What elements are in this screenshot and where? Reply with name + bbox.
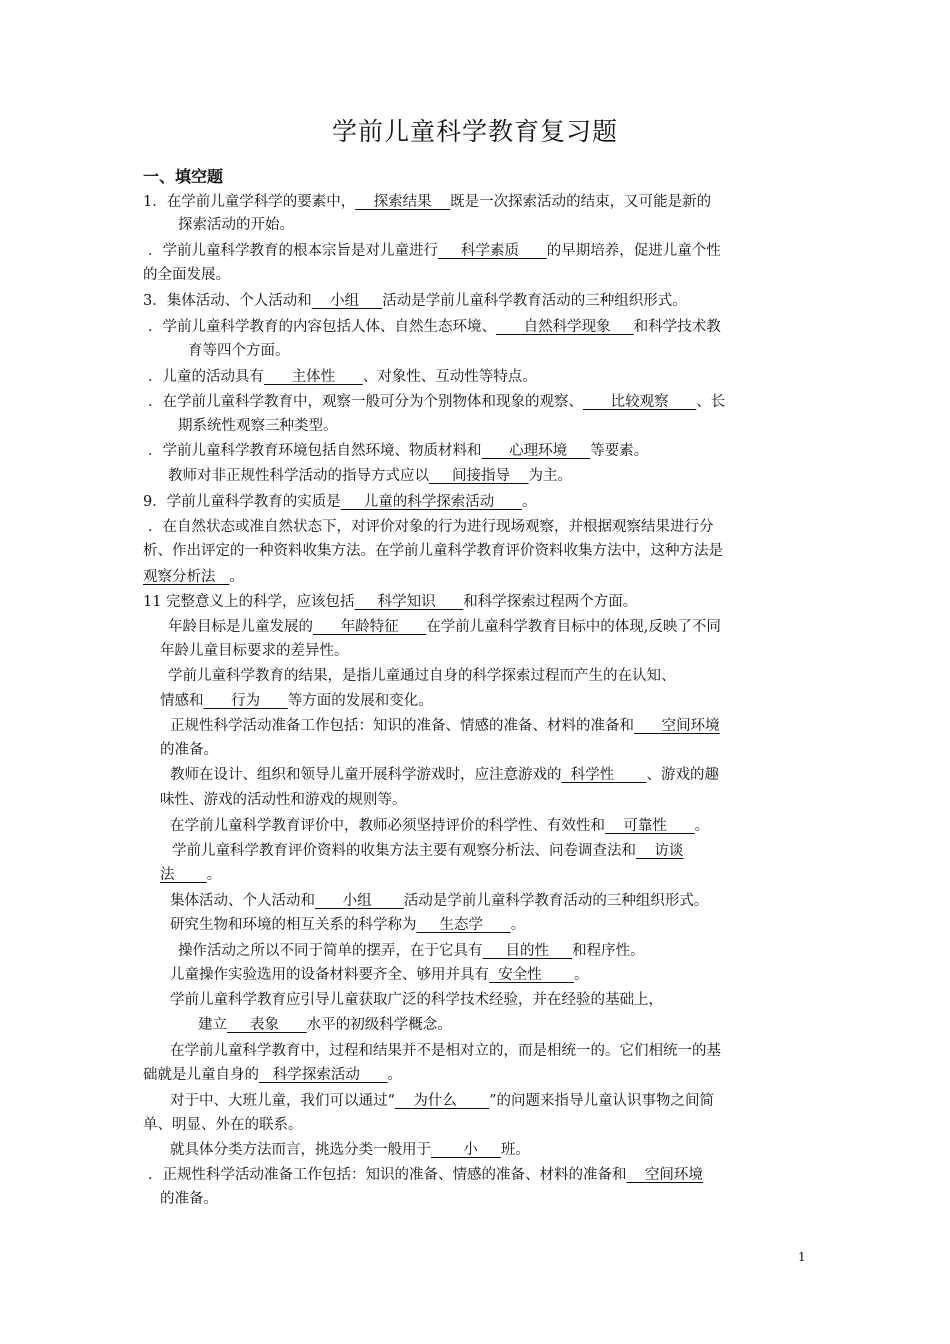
answer-blank: 访谈 [636,843,684,859]
line-text: 班。 [500,1142,530,1158]
question-line [143,266,230,284]
question-line [168,467,572,485]
answer-blank: 为什么 [394,1093,490,1109]
line-text: 等要素。 [590,443,649,459]
question-line [170,1141,530,1159]
question-line [148,368,537,386]
line-text: 9．学前儿童科学教育的实质是 [143,494,341,510]
question-line [148,442,648,460]
line-text: 在学前儿童科学教育目标中的体现,反映了不同 [426,619,721,635]
line-text: 等方面的发展和变化。 [287,693,433,709]
answer-blank: 儿童的科学探索活动 [340,494,522,510]
question-line [143,493,536,511]
line-text: 教师对非正规性科学活动的指导方式应以 [168,468,429,484]
line-text: 集体活动、个人活动和 [170,893,315,909]
answer-blank: 安全性 [489,967,574,983]
answer-blank: 法 [160,867,207,883]
line-text: 。 [206,867,222,883]
question-line [170,817,709,835]
line-text: 探索活动的开始。 [178,217,294,233]
answer-blank: 间接指导 [429,468,529,484]
line-text: 析、作出评定的一种资料收集方法。在学前儿童科学教育评价资料收集方法中，这种方法是 [143,543,723,559]
line-text: 单、明显、外在的联系。 [143,1117,303,1133]
line-text: 建立 [198,1017,227,1033]
page-title: 学前儿童科学教育复习题 [331,117,618,146]
line-text: 期系统性观察三种类型。 [178,418,338,434]
line-text: 情感和 [160,693,204,709]
answer-blank: 空间环境 [626,1167,703,1183]
line-text: 。 [229,569,244,585]
question-line [170,966,588,984]
question-line [160,692,433,710]
question-line [178,216,294,234]
question-line [160,866,221,884]
line-text: 3．集体活动、个人活动和 [143,293,312,309]
answer-blank: 观察分析法 [143,569,230,585]
line-text: ”的问题来指导儿童认识事物之间简 [489,1093,715,1109]
line-text: 、游戏的趣 [646,767,719,783]
line-text: 的全面发展。 [143,267,230,283]
line-text: ．正规性科学活动准备工作包括：知识的准备、情感的准备、材料的准备和 [148,1167,627,1183]
line-text: 。 [573,967,589,983]
line-text: 活动是学前儿童科学教育活动的三种组织形式。 [382,293,687,309]
question-line [148,242,721,260]
line-text: ．儿童的活动具有 [148,369,264,385]
line-text: 础就是儿童自身的 [143,1067,259,1083]
question-line [160,1190,218,1208]
line-text: 。 [694,818,710,834]
answer-blank: 行为 [203,693,288,709]
question-line [170,1042,721,1060]
question-line [170,766,719,784]
line-text: 学前儿童科学教育应引导儿童获取广泛的科学技术经验，并在经验的基础上， [170,992,663,1008]
answer-blank: 可靠性 [605,818,695,834]
question-line [178,417,338,435]
line-text: 和程序性。 [572,943,645,959]
line-text: 。 [387,1067,402,1083]
line-text: ．在自然状态或准自然状态下，对评价对象的行为进行现场观察，并根据观察结果进行分 [148,519,714,535]
question-line [143,542,723,560]
question-line [170,916,525,934]
answer-blank: 心理环境 [481,443,591,459]
line-text: 育等四个方面。 [188,343,290,359]
line-text: ．学前儿童科学教育的根本宗旨是对儿童进行 [148,243,438,259]
line-text: 水平的初级科学概念。 [306,1017,452,1033]
answer-blank: 主体性 [264,369,363,385]
line-text: 学前儿童科学教育评价资料的收集方法主要有观察分析法、问卷调查法和 [172,843,636,859]
line-text: 活动是学前儿童科学教育活动的三种组织形式。 [403,893,709,909]
question-line [143,1116,303,1134]
line-text: 对于中、大班儿童，我们可以通过“ [170,1093,395,1109]
answer-blank: 科学知识 [354,594,464,610]
page-number: 1 [798,1250,806,1264]
question-line [198,1016,452,1034]
answer-blank: 表象 [227,1017,307,1033]
answer-blank: 生态学 [416,917,511,933]
line-text: 。 [521,494,537,510]
question-line [148,518,714,536]
question-line [170,892,708,910]
answer-blank: 小组 [311,293,383,309]
answer-blank: 小组 [315,893,404,909]
question-line [143,193,711,211]
question-line [168,667,676,685]
line-text: 在学前儿童科学教育评价中，教师必须坚持评价的科学性、有效性和 [170,818,605,834]
answer-blank: 科学性 [561,767,647,783]
section-heading: 一、填空题 [143,167,224,186]
question-line [143,593,637,611]
line-text: 的早期培养，促进儿童个性 [546,243,721,259]
line-text: 研究生物和环境的相互关系的科学称为 [170,917,417,933]
line-text: 操作活动之所以不同于简单的摆弄，在于它具有 [178,943,483,959]
line-text: 11 完整意义上的科学，应该包括 [143,594,355,610]
question-line [170,1092,714,1110]
answer-blank: 比较观察 [583,394,697,410]
line-text: 、对象性、互动性等特点。 [362,369,537,385]
line-text: ．学前儿童科学教育的内容包括人体、自然生态环境、 [148,319,496,335]
question-line [148,1166,703,1184]
question-line [188,342,290,360]
line-text: 既是一次探索活动的结束，又可能是新的 [450,194,712,210]
question-line [160,741,218,759]
question-line [178,942,645,960]
question-line [170,717,720,735]
line-text: 。 [510,917,526,933]
line-text: 和科学技术教 [633,319,721,335]
line-text: 1．在学前儿童学科学的要素中， [143,194,356,210]
question-line [172,842,683,860]
answer-blank: 年龄特征 [313,619,427,635]
line-text: ．学前儿童科学教育环境包括自然环境、物质材料和 [148,443,482,459]
answer-blank: 空间环境 [634,718,720,734]
question-line [148,318,721,336]
answer-blank: 自然科学现象 [496,319,634,335]
question-line [170,991,663,1009]
answer-blank: 小 [431,1142,501,1158]
line-text: 在学前儿童科学教育中，过程和结果并不是相对立的，而是相统一的。它们相统一的基 [170,1043,721,1059]
line-text: 、长 [696,394,726,410]
question-line [148,393,725,411]
line-text: 年龄儿童目标要求的差异性。 [160,643,349,659]
line-text: 和科学探索过程两个方面。 [463,594,638,610]
question-line [143,1066,402,1084]
answer-blank: 科学素质 [438,243,547,259]
line-text: 为主。 [528,468,572,484]
line-text: 学前儿童科学教育的结果，是指儿童通过自身的科学探索过程而产生的在认知、 [168,668,676,684]
answer-blank: 目的性 [482,943,573,959]
question-line [160,642,349,660]
line-text: ．在学前儿童科学教育中，观察一般可分为个别物体和现象的观察、 [148,394,583,410]
line-text: 教师在设计、组织和领导儿童开展科学游戏时，应注意游戏的 [170,767,562,783]
answer-blank: 科学探索活动 [259,1067,388,1083]
answer-blank: 探索结果 [355,194,451,210]
line-text: 味性、游戏的活动性和游戏的规则等。 [160,792,407,808]
question-line [168,618,721,636]
question-line [160,791,407,809]
line-text: 儿童操作实验选用的设备材料要齐全、够用并具有 [170,967,489,983]
line-text: 的准备。 [160,1191,218,1207]
line-text: 正规性科学活动准备工作包括：知识的准备、情感的准备、材料的准备和 [170,718,634,734]
question-line [143,568,244,586]
question-line [143,292,687,310]
line-text: 就具体分类方法而言，挑选分类一般用于 [170,1142,431,1158]
line-text: 的准备。 [160,742,218,758]
line-text: 年龄目标是儿童发展的 [168,619,313,635]
